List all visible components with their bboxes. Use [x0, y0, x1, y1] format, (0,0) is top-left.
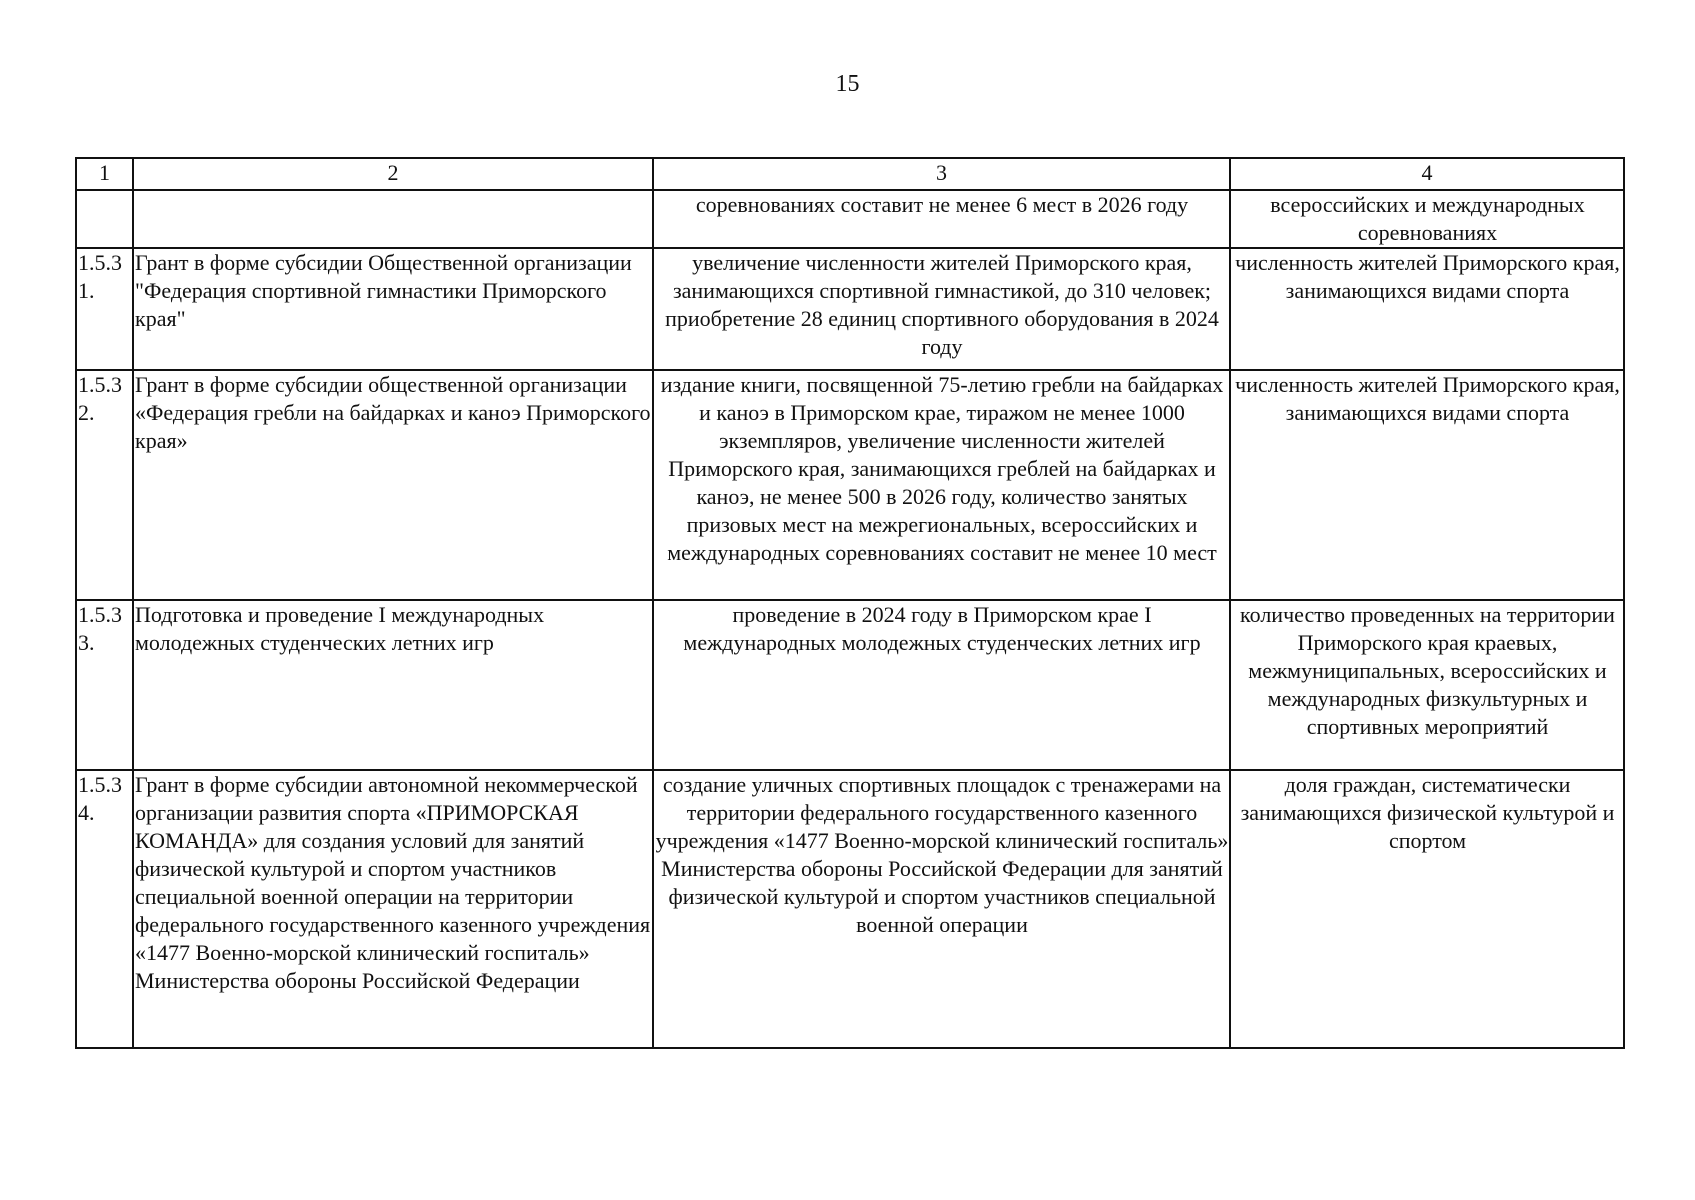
- activity-name-cell: [133, 190, 653, 248]
- expected-result-cell: увеличение численности жителей Приморского края, занимающихся спортивной гимнастикой, до 310 человек; приобретение 28 единиц спортивного оборудования в 2024 году: [653, 248, 1230, 370]
- table-row: [76, 370, 1624, 600]
- table-row: [76, 248, 1624, 370]
- header-cell-4: 4: [1230, 158, 1624, 190]
- indicator-cell: доля граждан, систематически занимающихся физической культурой и спортом: [1230, 770, 1624, 1048]
- header-cell-3: 3: [653, 158, 1230, 190]
- activity-name-cell: Подготовка и проведение I международных молодежных студенческих летних игр: [133, 600, 653, 770]
- expected-result-cell: соревнованиях составит не менее 6 мест в 2026 году: [653, 190, 1230, 248]
- indicator-cell: количество проведенных на территории Приморского края краевых, межмуниципальных, всероссийских и международных физкультурных и спортивных мероприятий: [1230, 600, 1624, 770]
- table-header-row: [76, 158, 1624, 190]
- row-number-cell: [76, 770, 133, 1048]
- table-row: [76, 770, 1624, 1048]
- indicator-cell: численность жителей Приморского края, занимающихся видами спорта: [1230, 370, 1624, 600]
- expected-result-cell: создание уличных спортивных площадок с тренажерами на территории федерального государственного казенного учреждения «1477 Военно-морской клинический госпиталь» Министерства обороны Российской Федерации для занятий физической культурой и спортом участников специальной военной операции: [653, 770, 1230, 1048]
- table-row: [76, 600, 1624, 770]
- row-number: 1.5.32.: [78, 372, 122, 425]
- row-number: 1.5.33.: [78, 602, 122, 655]
- row-number-cell: [76, 190, 133, 248]
- row-number-cell: [76, 370, 133, 600]
- header-cell-1: 1: [76, 158, 133, 190]
- row-number: 1.5.31.: [78, 250, 122, 303]
- activity-name-cell: Грант в форме субсидии автономной некоммерческой организации развития спорта «ПРИМОРСКАЯ КОМАНДА» для создания условий для занятий физической культурой и спортом участников специальной военной операции на территории федерального государственного казенного учреждения «1477 Военно-морской клинический госпиталь» Министерства обороны Российской Федерации: [133, 770, 653, 1048]
- activity-name-cell: Грант в форме субсидии общественной организации «Федерация гребли на байдарках и каноэ Приморского края»: [133, 370, 653, 600]
- program-activities-table: [75, 157, 1625, 1049]
- row-number: 1.5.34.: [78, 772, 122, 825]
- expected-result-cell: издание книги, посвященной 75-летию гребли на байдарках и каноэ в Приморском крае, тиражом не менее 1000 экземпляров, увеличение численности жителей Приморского края, занимающихся греблей на байдарках и каноэ, не менее 500 в 2026 году, количество занятых призовых мест на межрегиональных, всероссийских и международных соревнованиях составит не менее 10 мест: [653, 370, 1230, 600]
- activity-name-cell: Грант в форме субсидии Общественной организации "Федерация спортивной гимнастики Приморского края": [133, 248, 653, 370]
- row-number-cell: [76, 248, 133, 370]
- indicator-cell: численность жителей Приморского края, занимающихся видами спорта: [1230, 248, 1624, 370]
- header-cell-2: 2: [133, 158, 653, 190]
- indicator-cell: всероссийских и международных соревнованиях: [1230, 190, 1624, 248]
- page-number: 15: [835, 71, 860, 97]
- table-row: [76, 190, 1624, 248]
- row-number-cell: [76, 600, 133, 770]
- expected-result-cell: проведение в 2024 году в Приморском крае I международных молодежных студенческих летних игр: [653, 600, 1230, 770]
